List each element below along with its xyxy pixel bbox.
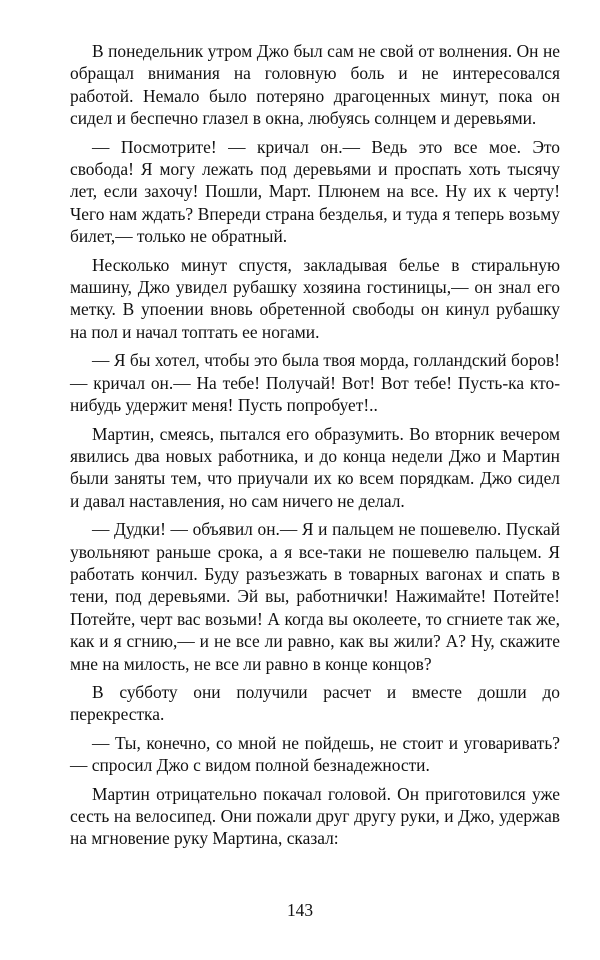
paragraph-2: — Посмотрите! — кричал он.— Ведь это все мое. Это свобода! Я могу лежать под деревьями и проспать хоть тысячу лет, если захочу! Пошли, Март. Плюнем на все. Ну их к черту! Чего нам ждать? Впереди страна безделья, и туда я теперь возьму билет,— только не обратный. xyxy=(70,136,560,247)
paragraph-5: Мартин, смеясь, пытался его образумить. Во вторник вечером явились два новых работника, и до конца недели Джо и Мартин были заняты тем, что приучали их ко всем порядкам. Джо сидел и давал наставления, но сам ничего не делал. xyxy=(70,423,560,511)
paragraph-4: — Я бы хотел, чтобы это была твоя морда, голландский боров! — кричал он.— На тебе! Получай! Вот! Вот тебе! Пусть-ка кто-нибудь удержит меня! Пусть попробует!.. xyxy=(70,350,560,416)
paragraph-3: Несколько минут спустя, закладывая белье в стиральную машину, Джо увидел рубашку хозяина гостиницы,— он знал его метку. В упоении вновь обретенной свободы он кинул рубашку на пол и начал топтать ее ногами. xyxy=(70,254,560,342)
paragraph-1: В понедельник утром Джо был сам не свой от волнения. Он не обращал внимания на головную боль и не интересовался работой. Немало было потеряно драгоценных минут, пока он сидел и беспечно глазел в окна, любуясь солнцем и деревьями. xyxy=(70,41,560,129)
page-body xyxy=(70,40,560,856)
paragraph-9: Мартин отрицательно покачал головой. Он приготовился уже сесть на велосипед. Они пожали друг другу руки, и Джо, удержав на мгновение руку Мартина, сказал: xyxy=(70,783,560,849)
paragraph-7: В субботу они получили расчет и вместе дошли до перекрестка. xyxy=(70,681,560,725)
paragraph-6: — Дудки! — объявил он.— Я и пальцем не пошевелю. Пускай увольняют раньше срока, а я все-таки не пошевелю пальцем. Я работать кончил. Буду разъезжать в товарных вагонах и спать в тени, под деревьями. Эй вы, работнички! Нажимайте! Потейте! Потейте, черт вас возьми! А когда вы околеете, то сгниете так же, как и я сгнию,— и не все ли равно, как вы жили? А? Ну, скажите мне на милость, не все ли равно в конце концов? xyxy=(70,519,560,674)
paragraph-8: — Ты, конечно, со мной не пойдешь, не стоит и уговаривать? — спросил Джо с видом полной безнадежности. xyxy=(70,732,560,776)
page-number: 143 xyxy=(286,900,314,920)
